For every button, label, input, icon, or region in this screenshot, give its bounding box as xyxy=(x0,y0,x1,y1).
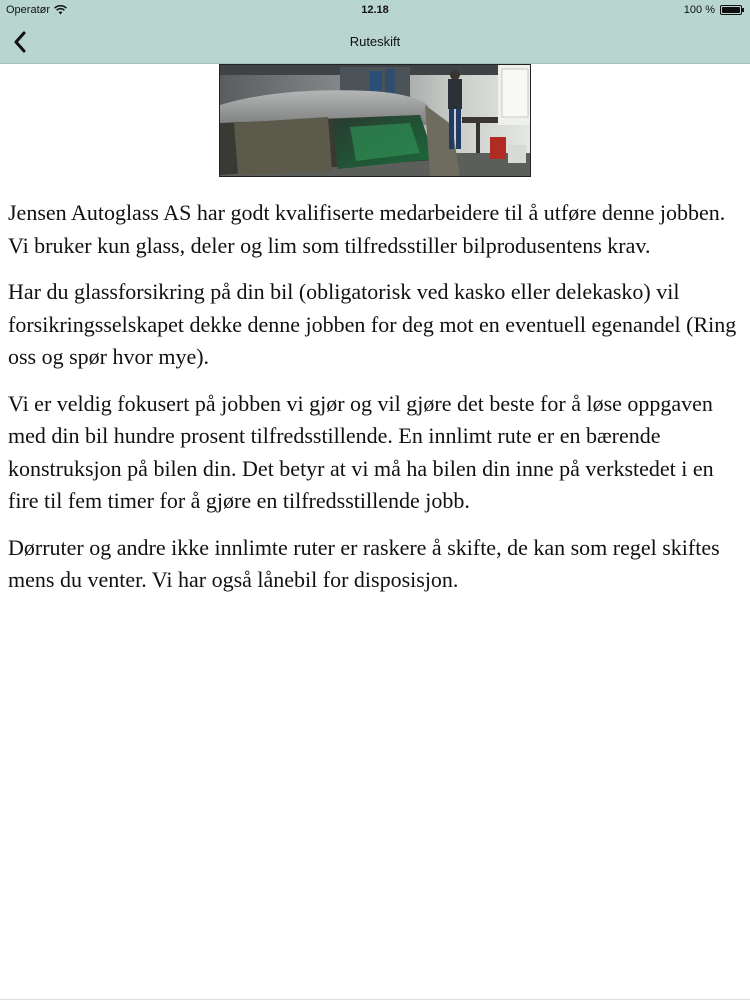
status-battery-group xyxy=(684,4,742,16)
paragraph-4: Dørruter og andre ikke innlimte ruter er raskere å skifte, de kan som regel skiftes mens du venter. Vi har også lånebil for disposisjon. xyxy=(8,534,720,592)
hero-image xyxy=(219,64,531,177)
navigation-bar xyxy=(0,22,750,64)
status-bar xyxy=(0,0,750,22)
status-time: 12.18 xyxy=(361,4,389,16)
page-title: Ruteskift xyxy=(349,34,401,49)
carrier-label: Operatør xyxy=(6,4,51,16)
paragraph-3: Vi er veldig fokusert på jobben vi gjør og vil gjøre det beste for å løse oppgaven med din bil hundre prosent tilfredsstillende. En innlimt rute er en bærende konstruksjon på bilen din. Det betyr at vi må ha bilen din inne på verkstedet i en fire til fem timer for å gjøre en tilfredsstillende jobb. xyxy=(8,390,714,513)
battery-icon xyxy=(720,5,742,15)
article-content xyxy=(8,197,742,611)
workshop-car-photo xyxy=(220,65,531,177)
battery-label: 100 % xyxy=(683,4,715,16)
paragraph-1: Jensen Autoglass AS har godt kvalifiserte medarbeidere til å utføre denne jobben. Vi bruker kun glass, deler og lim som tilfredsstiller bilprodusentens krav. xyxy=(8,200,726,258)
paragraph-2: Har du glassforsikring på din bil (obligatorisk ved kasko eller delekasko) vil forsikringsselskapet dekke denne jobben for deg mot en eventuell egenandel (Ring oss og spør hvor mye). xyxy=(8,279,737,369)
